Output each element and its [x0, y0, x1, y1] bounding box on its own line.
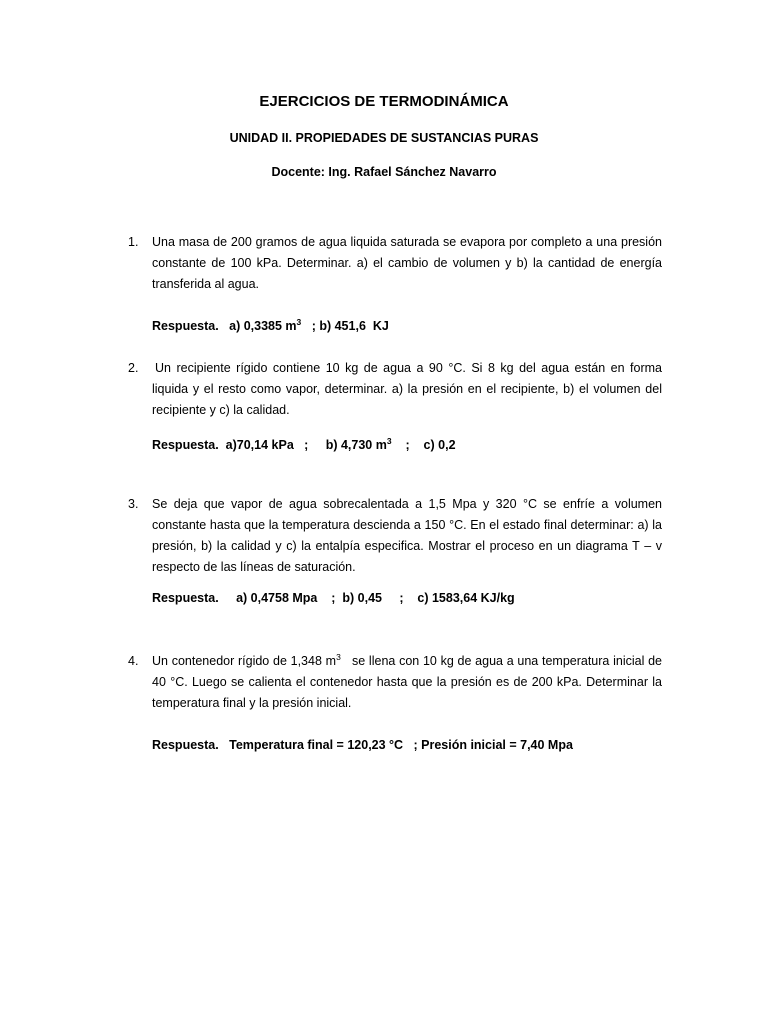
volume-exponent: 3 — [336, 651, 341, 662]
answer-label: Respuesta. — [152, 438, 219, 452]
exercise-answer — [152, 588, 662, 608]
document-title: EJERCICIOS DE TERMODINÁMICA — [259, 93, 509, 110]
exercise-2 — [128, 358, 662, 455]
answer-label: Respuesta. — [152, 738, 219, 752]
exercise-answer — [152, 316, 662, 336]
exercise-number: 2. — [128, 361, 139, 375]
answer-exponent: 3 — [296, 316, 302, 327]
exercise-number: 3. — [128, 497, 139, 511]
exercise-number: 1. — [128, 235, 139, 249]
exercise-number: 4. — [128, 654, 139, 668]
exercise-answer — [152, 735, 662, 755]
exercise-text: Un recipiente rígido contiene 10 kg de agua a 90 °C. Si 8 kg del agua están en forma liquida y el resto como vapor, determinar. a) la presión en el recipiente, b) el volumen del recipiente y c) la calidad. — [152, 361, 662, 417]
exercise-text-start: Un contenedor rígido de 1,348 m — [152, 654, 337, 668]
answer-part-a: a) 0,3385 m — [229, 319, 297, 333]
exercise-text-end: se llena con 10 kg de agua a una temperatura inicial de 40 °C. Luego se calienta el contenedor hasta que la presión es de 200 kPa. Determinar la temperatura final y la presión inicial. — [152, 654, 663, 710]
answer-part-a: a) 0,4758 Mpa ; b) 0,45 ; c) 1583,64 KJ/kg — [236, 591, 515, 605]
answer-part-a: a)70,14 kPa ; b) 4,730 m — [225, 438, 387, 452]
exercise-answer — [152, 435, 662, 455]
exercise-3 — [128, 494, 662, 608]
exercise-1 — [128, 232, 662, 336]
answer-part-b: ; c) 0,2 — [405, 438, 456, 452]
answer-exponent: 3 — [386, 435, 392, 446]
exercise-text — [152, 651, 662, 714]
exercise-4 — [128, 651, 662, 755]
answer-part-b: ; b) 451,6 KJ — [311, 319, 389, 333]
exercise-text: Se deja que vapor de agua sobrecalentada a 1,5 Mpa y 320 °C se enfríe a volumen constante hasta que la temperatura descienda a 150 °C. En el estado final determinar: a) la presión, b) la calidad y c) la entalpía especifica. Mostrar el proceso en un diagrama T – v respecto de las líneas de saturación. — [152, 497, 662, 574]
answer-label: Respuesta. — [152, 319, 219, 333]
answer-label: Respuesta. — [152, 591, 219, 605]
answer-part-a: Temperatura final = 120,23 °C ; Presión inicial = 7,40 Mpa — [229, 738, 573, 752]
unit-subtitle: UNIDAD II. PROPIEDADES DE SUSTANCIAS PURAS — [229, 131, 539, 145]
exercise-text: Una masa de 200 gramos de agua liquida saturada se evapora por completo a una presión constante de 100 kPa. Determinar. a) el cambio de volumen y b) la cantidad de energía transferida al agua. — [152, 235, 662, 291]
teacher-line: Docente: Ing. Rafael Sánchez Navarro — [271, 165, 497, 179]
